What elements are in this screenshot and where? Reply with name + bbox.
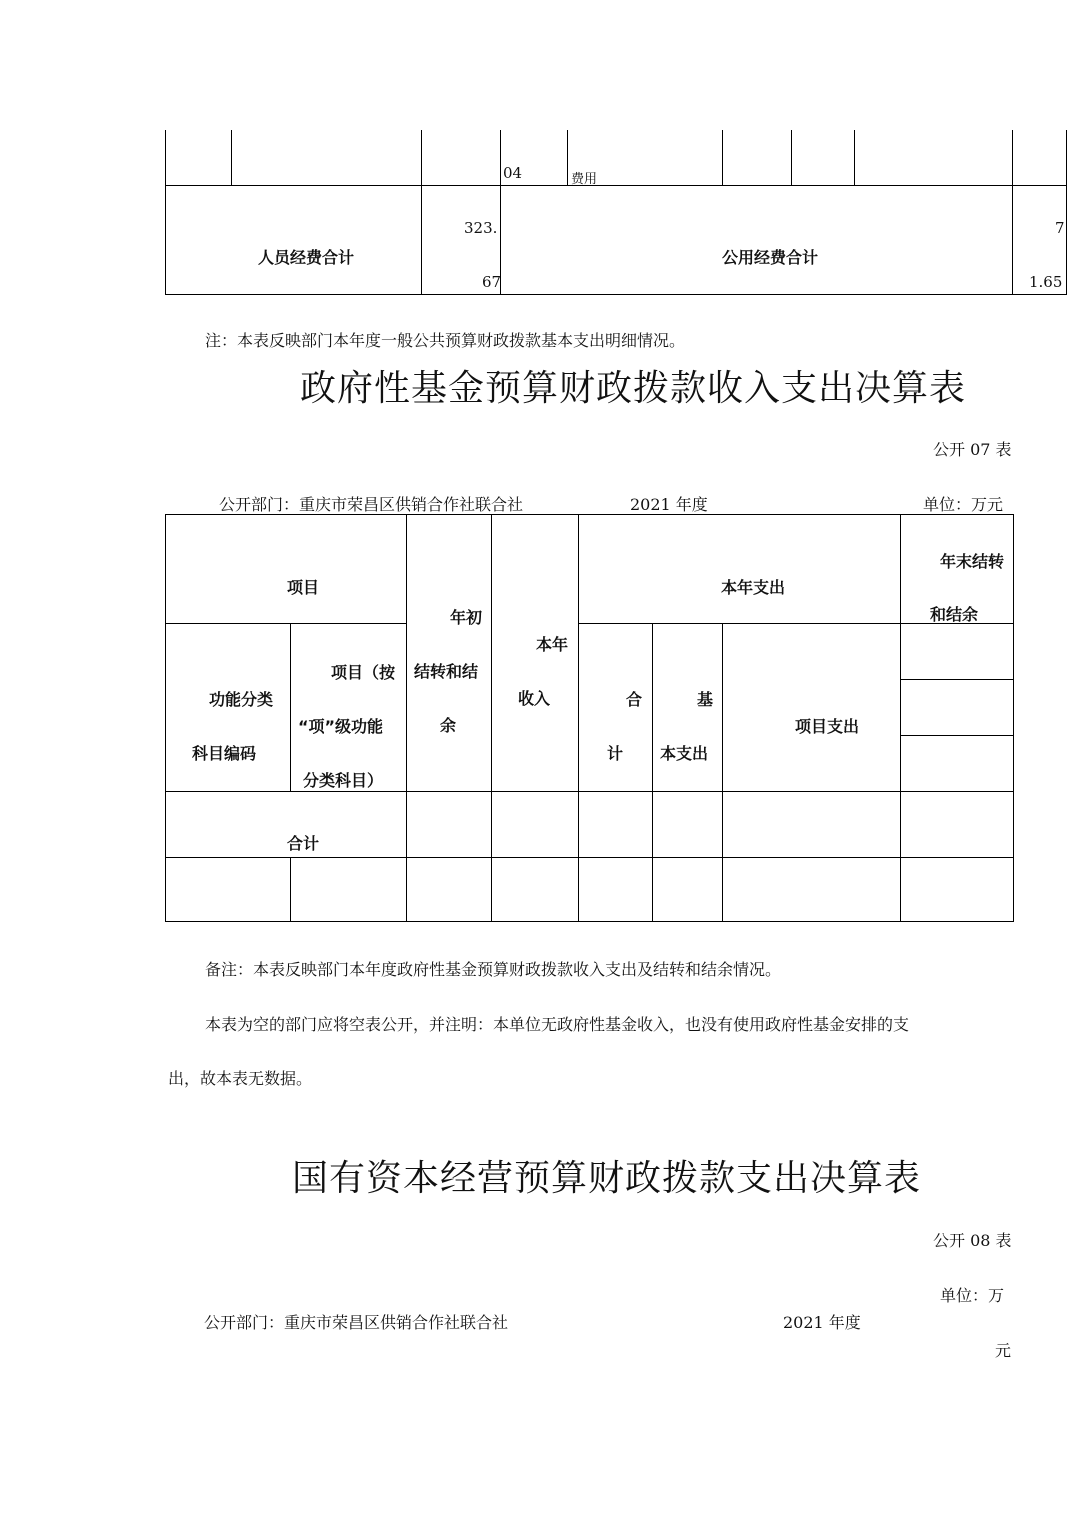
header-end-2: 和结余 bbox=[930, 605, 979, 624]
header-proj-3: 分类科目） bbox=[303, 771, 384, 790]
section8-table-no: 公开 08 表 bbox=[933, 1231, 1012, 1250]
header-income-2: 收入 bbox=[518, 689, 551, 708]
header-proj-1: 项目（按 bbox=[331, 663, 396, 682]
public-total-bottom: 1.65 bbox=[1029, 273, 1063, 291]
section7-dept: 公开部门：重庆市荣昌区供销合作社联合社 bbox=[219, 495, 524, 514]
public-total-top: 7 bbox=[1055, 219, 1065, 237]
row-code: 04 bbox=[503, 164, 523, 182]
section7-unit: 单位：万元 bbox=[923, 495, 1004, 514]
section7-note-2: 本表为空的部门应将空表公开，并注明：本单位无政府性基金收入，也没有使用政府性基金安排的支 bbox=[205, 1015, 910, 1034]
header-begin-1: 年初 bbox=[450, 608, 483, 627]
header-item: 项目 bbox=[287, 578, 320, 597]
total-row-label: 合计 bbox=[287, 834, 320, 853]
header-project-expense: 项目支出 bbox=[795, 717, 860, 736]
header-total-1: 合 bbox=[626, 690, 643, 709]
section7-year: 2021 年度 bbox=[630, 495, 708, 514]
header-basic-2: 本支出 bbox=[660, 744, 709, 763]
section7-table-no: 公开 07 表 bbox=[933, 440, 1012, 459]
section7-title: 政府性基金预算财政拨款收入支出决算表 bbox=[300, 368, 967, 409]
header-proj-2: “项”级功能 bbox=[298, 717, 384, 736]
header-end-1: 年末结转 bbox=[940, 552, 1005, 571]
header-begin-3: 余 bbox=[440, 716, 457, 735]
header-income-1: 本年 bbox=[536, 635, 569, 654]
header-begin-2: 结转和结 bbox=[414, 662, 479, 681]
header-basic-1: 基 bbox=[697, 690, 714, 709]
personnel-total-top: 323. bbox=[464, 219, 498, 237]
section8-unit-1: 单位：万 bbox=[940, 1286, 1005, 1305]
section8-title: 国有资本经营预算财政拨款支出决算表 bbox=[292, 1158, 922, 1199]
section8-unit-2: 元 bbox=[995, 1341, 1012, 1360]
section7-note-3: 出，故本表无数据。 bbox=[168, 1069, 313, 1088]
section8-dept: 公开部门：重庆市荣昌区供销合作社联合社 bbox=[204, 1313, 509, 1332]
public-total-label: 公用经费合计 bbox=[722, 248, 819, 267]
row-item: 费用 bbox=[571, 172, 598, 187]
header-total-2: 计 bbox=[607, 744, 624, 763]
header-func-1: 功能分类 bbox=[209, 690, 274, 709]
note-general-budget: 注：本表反映部门本年度一般公共预算财政拨款基本支出明细情况。 bbox=[205, 331, 686, 350]
header-func-2: 科目编码 bbox=[192, 744, 257, 763]
header-expense: 本年支出 bbox=[721, 578, 786, 597]
personnel-total-bottom: 67 bbox=[482, 273, 502, 291]
section8-year: 2021 年度 bbox=[783, 1313, 861, 1332]
personnel-total-label: 人员经费合计 bbox=[258, 248, 355, 267]
section7-note-1: 备注：本表反映部门本年度政府性基金预算财政拨款收入支出及结转和结余情况。 bbox=[205, 960, 782, 979]
